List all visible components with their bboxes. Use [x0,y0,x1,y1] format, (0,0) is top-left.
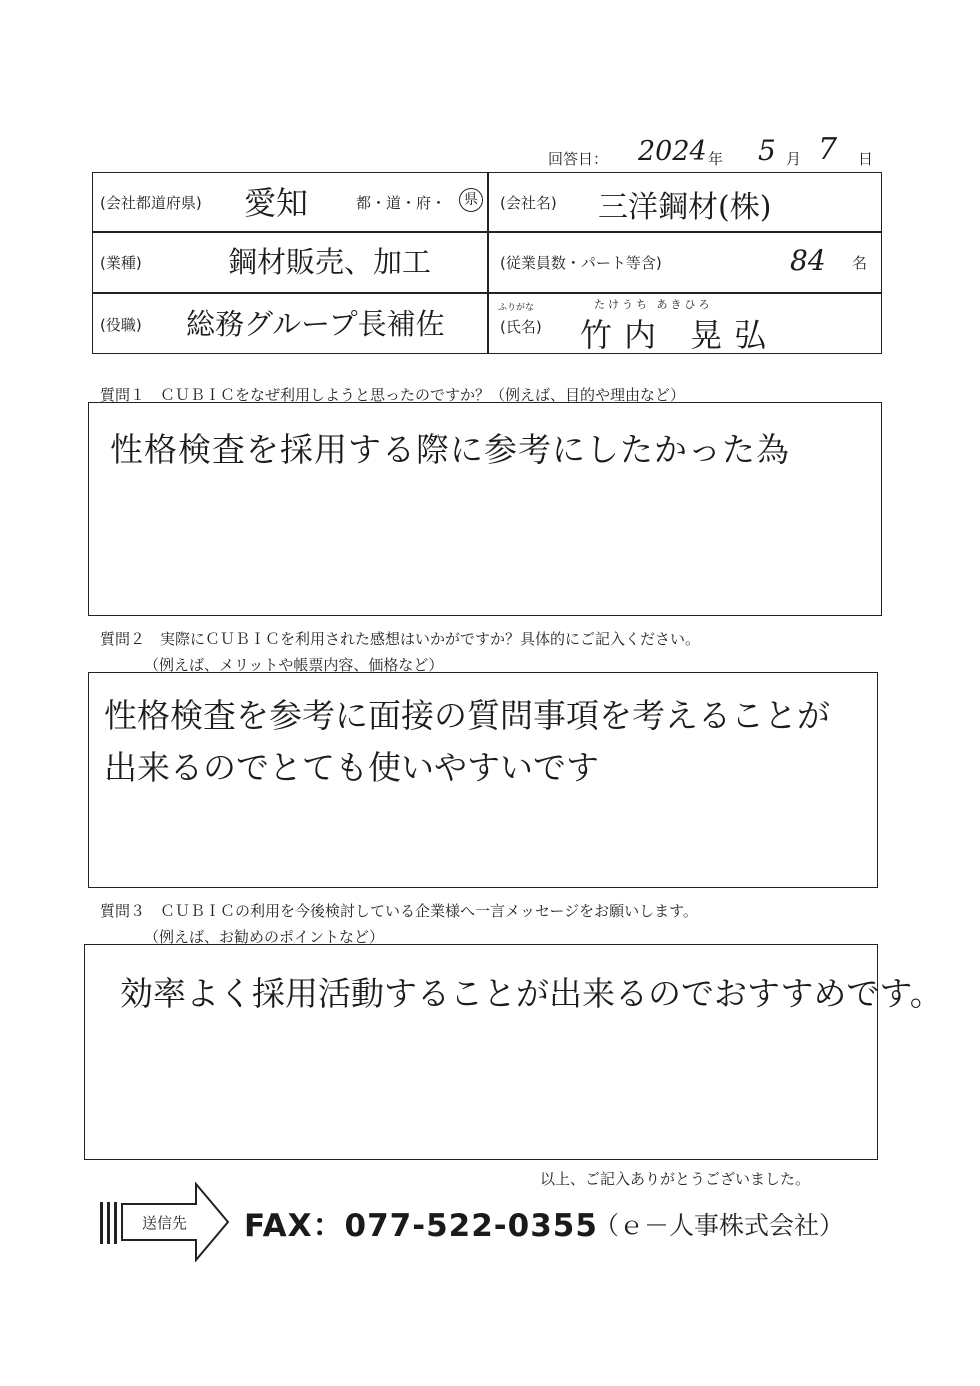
company-label: (会社名) [500,194,557,212]
name-label: (氏名) [500,318,542,336]
employees-label: (従業員数・パート等含) [500,254,662,272]
answer-date-month: 5 [758,134,776,167]
position-value: 総務グループ長補佐 [186,307,445,341]
industry-value: 鋼材販売、加工 [228,245,432,279]
furigana-label: ふりがな [498,303,535,313]
fax-number: FAX：077-522-0355 [244,1208,598,1244]
answer-date-day: 7 [818,132,838,167]
company-value: 三洋鋼材(株) [598,190,772,225]
q3-title: 質問３ ＣＵＢＩＣの利用を今後検討している企業様へ一言メッセージをお願いします。 [100,902,698,920]
employees-value: 84 [790,244,826,277]
name-furigana: たけうち あきひろ [594,298,713,311]
closing-message: 以上、ご記入ありがとうございました。 [540,1170,811,1188]
industry-label: (業種) [100,254,142,272]
prefecture-label: (会社都道府県) [100,194,202,212]
answer-date-year-unit: 年 [708,150,724,168]
name-value: 竹内 晃弘 [580,316,779,354]
answer-date-label: 回答日： [548,150,609,168]
prefecture-value: 愛知 [244,184,309,222]
q3-example: （例えば、お勧めのポイントなど） [144,928,385,946]
q2-title: 質問２ 実際にＣＵＢＩＣを利用された感想はいかがですか？具体的にご記入ください。 [100,630,701,648]
q2-answer-line2: 出来るのでとても使いやすいです [104,748,599,787]
position-label: (役職) [100,316,142,334]
prefecture-suffix: 都・道・府・ [356,194,447,212]
send-to-label: 送信先 [142,1214,188,1232]
q2-example: （例えば、メリットや帳票内容、価格など） [144,656,444,674]
q3-answer: 効率よく採用活動することが出来るのでおすすめです。 [120,974,943,1013]
q1-title: 質問１ ＣＵＢＩＣをなぜ利用しようと思ったのですか？（例えば、目的や理由など） [100,386,686,404]
q2-answer-line1: 性格検査を参考に面接の質問事項を考えることが [104,696,830,735]
fax-company: （ｅ－人事株式会社） [594,1211,845,1240]
q1-answer: 性格検査を採用する際に参考にしたかった為 [110,430,790,469]
prefecture-selected-circle: 県 [459,188,483,212]
answer-date-year: 2024 [638,136,707,167]
answer-date-day-unit: 日 [858,150,874,168]
info-table-column-divider [487,172,489,354]
employees-unit: 名 [852,254,868,272]
fax-bars-icon [100,1202,122,1244]
answer-date-month-unit: 月 [786,150,802,168]
